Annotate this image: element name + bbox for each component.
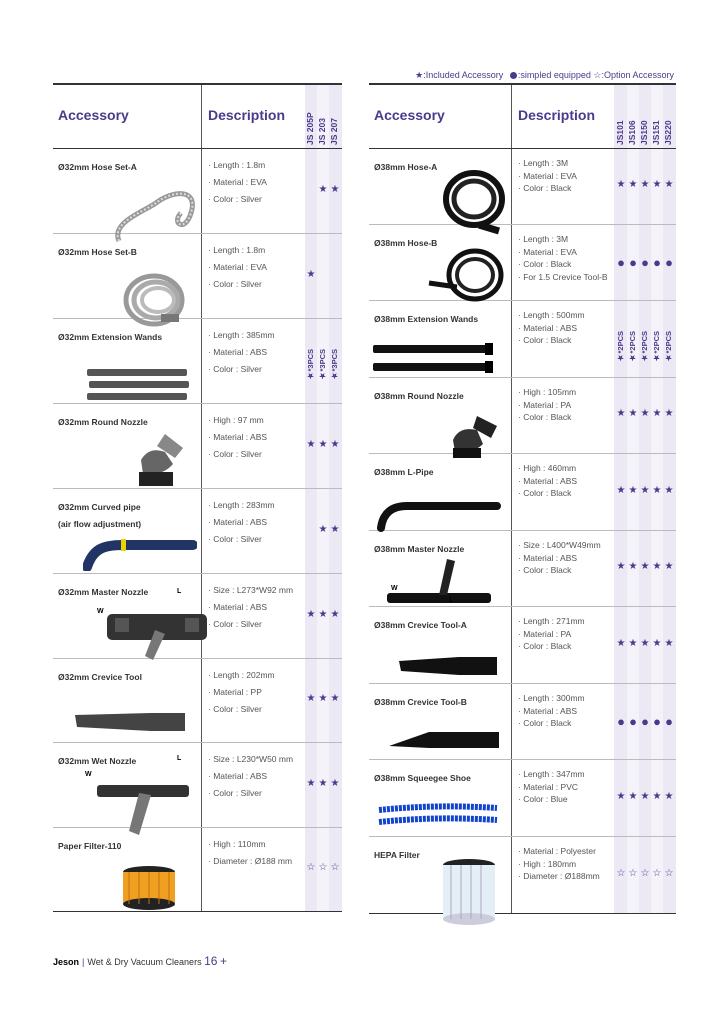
spec-line: · Size : L400*W49mm [518,539,601,552]
equipped-dot-icon: ● [665,714,673,729]
included-star-icon: ★ [664,790,674,802]
accessory-name-line: Ø32mm Crevice Tool [58,672,142,682]
included-star-icon: ★ [652,637,662,649]
accessory-name [58,244,137,261]
table-row [53,234,342,319]
equipped-dot-icon: ● [629,714,637,729]
table-row [53,659,342,743]
table-row [369,531,676,607]
spec-line: · Color : Silver [208,361,275,378]
accessory-name-line: Ø32mm Curved pipe [58,502,141,512]
included-star-icon: ★ [616,790,626,802]
nozzle-image [135,434,187,497]
included-star-icon: ★ [640,790,650,802]
model-header: JS 203 [317,118,327,145]
accessory-name-line: Ø38mm Extension Wands [374,314,479,324]
included-star-icon: ★ [664,408,674,419]
included-star-icon: ★ [318,438,328,450]
accessory-description [208,582,293,633]
equipped-dot-icon: ● [617,714,625,729]
spec-line: · Material : ABS [208,599,293,616]
table-row [53,743,342,828]
included-star-icon: ★ [664,484,674,496]
legend-option: ☆:Option Accessory [593,70,674,80]
legend [415,70,674,81]
wand-image [373,341,497,380]
equipped-dot-icon: ● [617,255,625,270]
accessory-description [518,386,576,424]
accessory-name [374,388,464,405]
accessory-name-line: Ø32mm Hose Set-B [58,247,137,257]
included-star-icon: ★ [318,183,328,195]
accessory-description [518,845,600,883]
left-accessory-table [53,83,342,912]
spec-line: · High : 105mm [518,386,576,399]
accessory-description [518,768,585,806]
accessory-name [374,541,464,558]
spec-line: · Color : Silver [208,191,267,208]
included-star-icon: ★ [330,438,340,450]
description-heading: Description [208,107,286,123]
accessory-name [58,753,136,770]
accessory-description [518,309,585,347]
included-star-icon: ★ [330,523,340,535]
pipe-image [83,539,197,576]
accessory-name [374,464,434,481]
footer-brand: Jeson [53,957,80,967]
table-row [369,607,676,684]
spec-line: · Color : Silver [208,616,293,633]
option-star-icon: ☆ [640,867,650,879]
model-header: JS220 [663,120,673,145]
included-star-icon: ★ [306,693,316,704]
accessory-name [58,329,162,346]
accessory-name-line: Ø38mm Round Nozzle [374,391,464,401]
page-footer [53,954,227,968]
spec-line: · Length : 202mm [208,667,275,684]
spec-line: · Color : Black [518,717,585,730]
accessory-name-line: Ø32mm Master Nozzle [58,587,149,597]
spec-line: · Material : ABS [518,552,601,565]
spec-line: · Length : 3M [518,157,577,170]
included-star-icon: ★ [306,438,316,450]
equipped-dot-icon: ● [641,714,649,729]
included-star-icon: ★ [628,561,638,572]
accessory-description [208,497,275,548]
width-label: W [97,608,104,615]
option-star-icon: ☆ [616,867,626,879]
spec-line: · Diameter : Ø188mm [518,870,600,883]
spec-line: · Length : 1.8m [208,157,267,174]
included-star-icon: ★ [330,693,340,704]
included-star-icon: ★ [616,179,626,190]
included-star-icon: ★ [664,561,674,572]
filter-image [441,857,497,932]
accessory-description [208,157,267,208]
spec-line: · Material : ABS [208,514,275,531]
spec-line: · Material : Polyester [518,845,600,858]
table-row [53,489,342,574]
spec-line: · Material : ABS [208,344,275,361]
accessory-name-line: Ø38mm Hose-B [374,238,438,248]
included-star-icon: ★ [616,637,626,649]
included-star-icon: ★ [628,484,638,496]
spec-line: · Material : EVA [208,259,267,276]
legend-included: ★:Included Accessory [415,70,504,80]
table-row [369,684,676,760]
length-label: L [449,597,454,604]
accessory-name [58,584,148,601]
spec-line: · Material : ABS [518,322,585,335]
included-star-icon: ★*3PCS [306,349,315,381]
included-star-icon: ★ [306,777,316,789]
accessory-description [518,462,577,500]
spec-line: · Length : 283mm [208,497,275,514]
spec-line: · Color : Blue [518,793,585,806]
included-star-icon: ★ [616,408,626,419]
footer-separator: | [82,957,85,967]
model-header: JS 207 [329,118,339,145]
spec-line: · Material : ABS [208,429,267,446]
included-star-icon: ★ [628,637,638,649]
included-star-icon: ★*2PCS [664,331,673,363]
accessory-name [374,617,467,634]
included-star-icon: ★ [306,268,316,280]
included-star-icon: ★ [640,179,650,190]
accessory-description [518,615,585,653]
accessory-description [518,233,608,283]
accessory-name-line: Ø38mm Crevice Tool-B [374,697,467,707]
accessory-name-line: Ø38mm Hose-A [374,162,438,172]
description-heading: Description [518,107,596,123]
included-star-icon: ★*3PCS [330,349,339,381]
spec-line: · Color : Black [518,334,585,347]
table-row [369,225,676,301]
included-star-icon: ★ [306,608,316,620]
option-star-icon: ☆ [330,862,340,873]
accessory-description [208,412,267,463]
accessory-name [374,311,478,328]
accessory-name-line: (air flow adjustment) [58,519,142,529]
spec-line: · Material : PVC [518,781,585,794]
spec-line: · Color : Black [518,487,577,500]
included-star-icon: ★ [318,777,328,789]
accessory-name-line: Ø38mm Crevice Tool-A [374,620,467,630]
included-star-icon: ★ [616,561,626,572]
accessory-name-line: Paper Filter-110 [58,841,122,851]
spec-line: · Material : PA [518,399,576,412]
footer-plus: + [219,954,227,968]
spec-line: · Size : L230*W50 mm [208,751,293,768]
included-star-icon: ★ [664,179,674,190]
model-header: JS 205P [305,112,315,145]
included-star-icon: ★ [652,408,662,419]
accessory-description [518,692,585,730]
included-star-icon: ★ [330,777,340,789]
spec-line: · Material : PP [208,684,275,701]
accessory-description [518,157,577,195]
spec-line: · Color : Silver [208,531,275,548]
included-star-icon: ★ [652,179,662,190]
spec-line: · Material : EVA [518,170,577,183]
included-star-icon: ★ [628,179,638,190]
included-star-icon: ★ [640,561,650,572]
spec-line: · High : 180mm [518,858,600,871]
table-row [369,837,676,913]
option-star-icon: ☆ [306,862,316,873]
model-header: JS150 [639,120,649,145]
table-row [53,149,342,234]
model-header: JS101 [615,120,625,145]
included-star-icon: ★ [640,408,650,419]
footer-text: Wet & Dry Vacuum Cleaners [87,957,202,967]
spec-line: · Color : Black [518,640,585,653]
spec-line: · Length : 500mm [518,309,585,322]
included-star-icon: ★ [318,523,328,535]
accessory-name [374,770,471,787]
accessory-description [518,539,601,577]
option-star-icon: ☆ [652,867,662,879]
spec-line: · Length : 1.8m [208,242,267,259]
model-header: JS106 [627,120,637,145]
table-row [369,149,676,225]
equipped-dot-icon: ● [653,255,661,270]
accessory-name [374,847,420,864]
accessory-name-line: Ø38mm Squeegee Shoe [374,773,471,783]
table-row [369,760,676,837]
spec-line: · Diameter : Ø188 mm [208,853,292,870]
option-star-icon: ☆ [628,867,638,879]
accessory-name [58,669,142,686]
accessory-name-line: Ø38mm L-Pipe [374,467,434,477]
left-table-body [53,149,342,911]
table-row [53,574,342,659]
included-star-icon: ★ [628,408,638,419]
model-header: JS151 [651,120,661,145]
table-row [369,301,676,378]
accessory-name-line: Ø38mm Master Nozzle [374,544,465,554]
accessory-name [58,499,141,533]
accessory-name-line: Ø32mm Round Nozzle [58,417,148,427]
spec-line: · Material : ABS [518,705,585,718]
spec-line: · Length : 385mm [208,327,275,344]
spec-line: · Material : ABS [518,475,577,488]
accessory-name-line: Ø32mm Hose Set-A [58,162,137,172]
accessory-name [58,159,137,176]
spec-line: · Size : L273*W92 mm [208,582,293,599]
spec-line: · Color : Silver [208,276,267,293]
included-star-icon: ★ [652,561,662,572]
spec-line: · Color : Silver [208,446,267,463]
spec-line: · Material : PA [518,628,585,641]
included-star-icon: ★ [664,637,674,649]
spec-line: · High : 460mm [518,462,577,475]
table-row [53,319,342,404]
spec-line: · Color : Silver [208,701,275,718]
squeegee-image [377,802,501,833]
accessory-name-line: Ø32mm Extension Wands [58,332,163,342]
spec-line: · For 1.5 Crevice Tool-B [518,271,608,284]
table-row [53,404,342,489]
included-star-icon: ★*3PCS [318,349,327,381]
included-star-icon: ★*2PCS [652,331,661,363]
equipped-dot-icon: ● [629,255,637,270]
legend-simpled: :simpled equipped [517,70,591,80]
length-label: L [177,755,182,762]
option-star-icon: ☆ [664,867,674,879]
accessory-description [208,242,267,293]
table-row [53,828,342,911]
crevice-tool-image [399,655,499,682]
spec-line: · Material : EVA [518,246,608,259]
accessory-heading: Accessory [58,107,129,123]
included-star-icon: ★ [616,484,626,496]
accessory-name-line: HEPA Filter [374,850,420,860]
included-star-icon: ★*2PCS [640,331,649,363]
included-star-icon: ★ [640,637,650,649]
accessory-name [58,838,121,855]
spec-line: · Color : Black [518,182,577,195]
spec-line: · Material : EVA [208,174,267,191]
accessory-description [208,836,292,870]
length-label: L [177,588,182,595]
accessory-description [208,751,293,802]
width-label: W [85,771,92,778]
right-table-body [369,149,676,913]
included-star-icon: ★*2PCS [616,331,625,363]
spec-line: · High : 97 mm [208,412,267,429]
width-label: W [391,585,398,592]
spec-line: · Length : 300mm [518,692,585,705]
accessory-name [374,159,437,176]
spec-line: · Length : 3M [518,233,608,246]
option-star-icon: ☆ [318,862,328,873]
accessory-description [208,327,275,378]
right-table-header [369,85,676,149]
accessory-name [58,414,148,431]
spec-line: · Length : 347mm [518,768,585,781]
accessory-heading: Accessory [374,107,445,123]
crevice-tool-image [389,730,503,759]
filter-image [121,864,177,917]
included-star-icon: ★ [628,790,638,802]
table-row [369,454,676,531]
spec-line: · High : 110mm [208,836,292,853]
page-number: 16 [204,954,218,968]
accessory-name-line: Ø32mm Wet Nozzle [58,756,137,766]
included-star-icon: ★ [652,790,662,802]
included-star-icon: ★ [318,608,328,620]
legend-dot-icon [510,72,517,79]
accessory-name [374,694,467,711]
spec-line: · Color : Silver [208,785,293,802]
crevice-tool-image [75,711,189,738]
equipped-dot-icon: ● [641,255,649,270]
accessory-description [208,667,275,718]
included-star-icon: ★*2PCS [628,331,637,363]
spec-line: · Color : Black [518,564,601,577]
spec-line: · Color : Black [518,258,608,271]
included-star-icon: ★ [652,484,662,496]
spec-line: · Material : ABS [208,768,293,785]
included-star-icon: ★ [640,484,650,496]
left-table-header [53,85,342,149]
included-star-icon: ★ [330,183,340,195]
included-star-icon: ★ [330,608,340,620]
table-row [369,378,676,454]
spec-line: · Length : 271mm [518,615,585,628]
equipped-dot-icon: ● [665,255,673,270]
equipped-dot-icon: ● [653,714,661,729]
spec-line: · Color : Black [518,411,576,424]
included-star-icon: ★ [318,693,328,704]
right-accessory-table [369,83,676,914]
